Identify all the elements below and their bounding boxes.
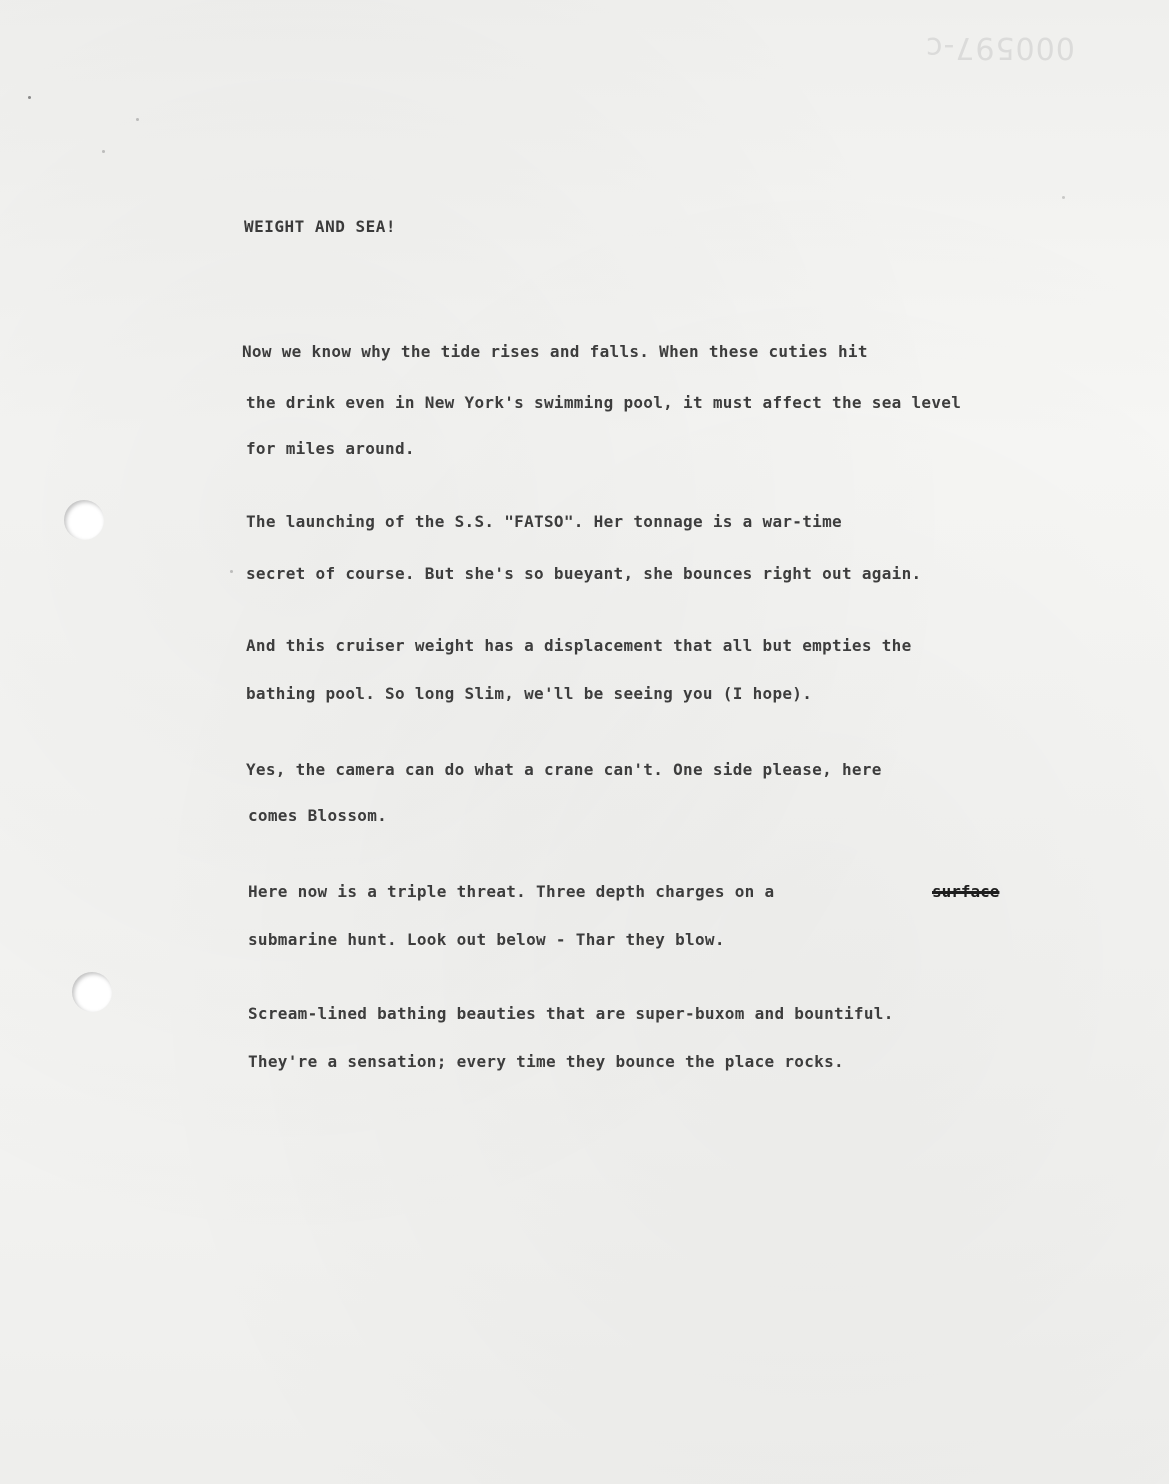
paragraph-6-line-2: They're a sensation; every time they bounce the place rocks. [248,1052,844,1071]
paper-speck [28,96,31,99]
paragraph-2-line-2: secret of course. But she's so bueyant, she bounces right out again. [246,564,922,583]
paper-speck [136,118,139,121]
struck-out-word: surface [932,882,1000,901]
paragraph-4-line-1: Yes, the camera can do what a crane can't. One side please, here [246,760,882,779]
paragraph-1-line-1: Now we know why the tide rises and falls. When these cuties hit [242,342,868,361]
paper-speck [102,150,105,153]
binder-hole-bottom [72,972,112,1012]
paper-speck [1062,196,1065,199]
paragraph-3-line-2: bathing pool. So long Slim, we'll be seeing you (I hope). [246,684,813,703]
binder-hole-top [64,500,104,540]
paragraph-5-line-2: submarine hunt. Look out below - Thar they blow. [248,930,725,949]
page-title: WEIGHT AND SEA! [244,217,396,236]
archive-number-stamp: 000597-c [925,30,1075,65]
paragraph-5-line-1: Here now is a triple threat. Three depth charges on a [248,882,775,901]
paragraph-2-line-1: The launching of the S.S. "FATSO". Her tonnage is a war-time [246,512,842,531]
paragraph-3-line-1: And this cruiser weight has a displacement that all but empties the [246,636,912,655]
paper-speck [230,570,233,573]
paragraph-1-line-3: for miles around. [246,439,415,458]
paragraph-1-line-2: the drink even in New York's swimming pool, it must affect the sea level [246,393,962,412]
paragraph-4-line-2: comes Blossom. [248,806,388,825]
paragraph-6-line-1: Scream-lined bathing beauties that are super-buxom and bountiful. [248,1004,894,1023]
